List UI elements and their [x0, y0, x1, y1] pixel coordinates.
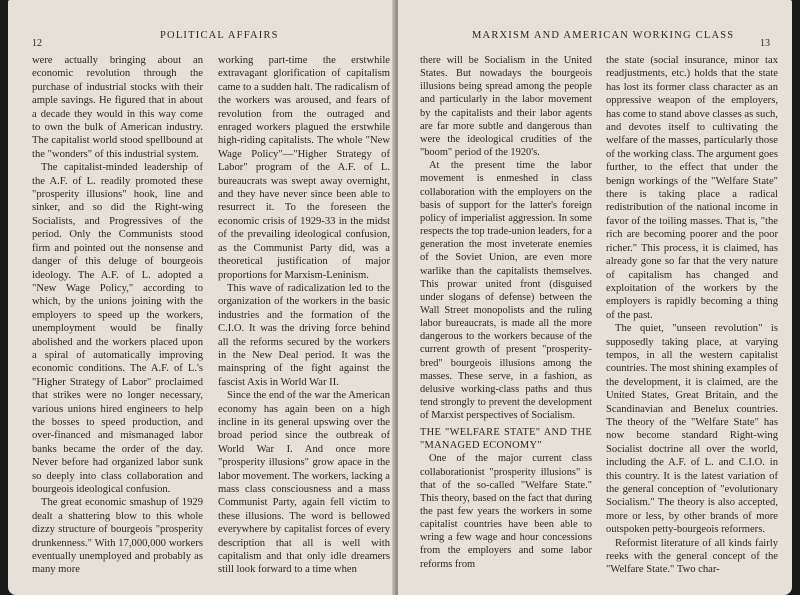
- paragraph: At the present time the labor movement is enmeshed in class collaboration with the employers on the basis of support for the latter's foreign policy of imperialist aggression. In some respects the top trade-union leaders, for a generation the most inveterate enemies of the Soviet Union, are even more warlike than the capitalists themselves. This prowar united front (disguised under slogans of defense) between the Wall Street monopolists and the ruling labor bureaucrats, is made all the more dangerous to the workers because of the current growth of present "prosperity-bred" bourgeois illusions among the masses. These serve, in a fashion, as delusive working-class paths and thus tend strongly to prevent the development of Marxist perspectives of Socialism.: [420, 160, 592, 422]
- paragraph: were actually bringing about an economic revolution through the purchase of industrial stocks with their ample savings. He figured that in about a decade they would in this way come to own the bulk of American industry. The capitalist world stood spellbound at the "wonders" of this industrial system.: [32, 55, 203, 160]
- left-page: [8, 0, 396, 595]
- paragraph: One of the major current class collaborationist "prosperity illusions" is that of the so-called "Welfare State." This theory, based on the fact that during the past few years the workers in some capitalist countries have been able to wring a few wage and hour concessions from the employers and some labor reforms from: [420, 453, 592, 570]
- text-column: [218, 54, 390, 577]
- paragraph: working part-time the erstwhile extravagant glorification of capitalism came to a sudden halt. The radicalism of the workers was aroused, and fears of revolution from the outraged and enraged workers plagued the erstwhile high-riding capitalists. The whole "New Wage Policy"—"Higher Strategy of Labor" program of the A.F. of L. bureaucrats was swept away overnight, and they have never since been able to resurrect it. To the foreseen the economic crisis of 1929-33 in the midst of the prevailing ideological confusion, as the Communist Party did, was a theoretical justification of major proportions for Marxism-Leninism.: [218, 55, 390, 281]
- running-head: MARXISM AND AMERICAN WORKING CLASS: [472, 30, 735, 41]
- paragraph: there will be Socialism in the United States. But nowadays the bourgeois illusions being spread among the people and particularly in the labor movement by the capitalists and their labor agents are far more subtle and dangerous than were the ideological crudities of the "boom" period of the 1920's.: [420, 55, 592, 159]
- text-column: [606, 54, 778, 577]
- text-column: [420, 54, 592, 571]
- page-number: 12: [32, 38, 42, 49]
- right-page: [398, 0, 792, 595]
- paragraph: the state (social insurance, minor tax readjustments, etc.) holds that the state has lost its former class character as an oppressive weapon of the employers, has come to stand above classes as such, and devotes itself to cultivating the welfare of the masses, particularly those of the working class. The argument goes further, to the effect that under the benign workings of the "Welfare State" there is taking place a radical redistribution of the national income in favor of the toiling masses. That is, "the rich are becoming poorer and the poor richer." This process, it is claimed, has already gone so far that the very nature of capitalism has changed and exploitation of the workers by the employers is rapidly becoming a thing of the past.: [606, 55, 778, 321]
- page-number: 13: [760, 38, 770, 49]
- section-heading: THE "WELFARE STATE" AND THE "MANAGED ECONOMY": [420, 427, 592, 452]
- paragraph: Reformist literature of all kinds fairly reeks with the general concept of the "Welfare State." Two char-: [606, 537, 778, 576]
- paragraph: This wave of radicalization led to the organization of the workers in the basic industries and the formation of the C.I.O. It was the driving force behind all the reforms secured by the workers in the New Deal period. It was the mainspring of the fight against the fascist Axis in World War II.: [218, 282, 390, 388]
- running-head: POLITICAL AFFAIRS: [160, 30, 279, 41]
- paragraph: The capitalist-minded leadership of the A.F. of L. readily promoted these "prosperity illusions" hook, line and sinker, and so did the Right-wing Socialists, and Progressives of the period. Only the Communists stood firm and pointed out the nonsense and danger of this deluge of bourgeois ideology. The A.F. of L. adopted a "New Wage Policy," according to which, by the unions joining with the employers to speed up the workers, unemployment would be finally abolished and the workers placed upon a spiral of automatically improving economic conditions. The A.F. of L.'s "Higher Strategy of Labor" proclaimed that strikes were no longer necessary, various unions hired engineers to help the bosses to speed production, and over-financed and mismanaged labor banks became the order of the day. Never before had organized labor sunk so deeply into class collaboration and bourgeois ideological confusion.: [32, 162, 203, 495]
- paragraph: Since the end of the war the American economy has again been on a high incline in its general upswing over the broad period since the outbreak of World War I. And once more "prosperity illusions" grow apace in the labor movement. The workers, lacking a mass class consciousness and a mass Communist Party, again fell victim to these illusions. The word is bellowed everywhere by capitalist forces of every description that all is well with capitalism and that only idle dreamers still look forward to a time when: [218, 390, 390, 576]
- paragraph: The great economic smashup of 1929 dealt a shattering blow to this whole dizzy structure of bourgeois "prosperity drunkenness." With 17,000,000 workers eventually unemployed and probably as many more: [32, 497, 203, 576]
- paragraph: The quiet, "unseen revolution" is supposedly taking place, at varying tempos, in all the western capitalist countries. The most shining examples of the development, it is claimed, are the United States, Great Britain, and the Scandinavian and Benelux countries. The theory of the "Welfare State" has now become standard Right-wing Socialist doctrine all over the world, including the A.F. of L. and C.I.O. in this country. It is the latest variation of the general conception of "evolutionary Socialism." The theory is also accepted, more or less, by other brands of more outspoken petty-bourgeois reformers.: [606, 323, 778, 536]
- text-column: [32, 54, 203, 577]
